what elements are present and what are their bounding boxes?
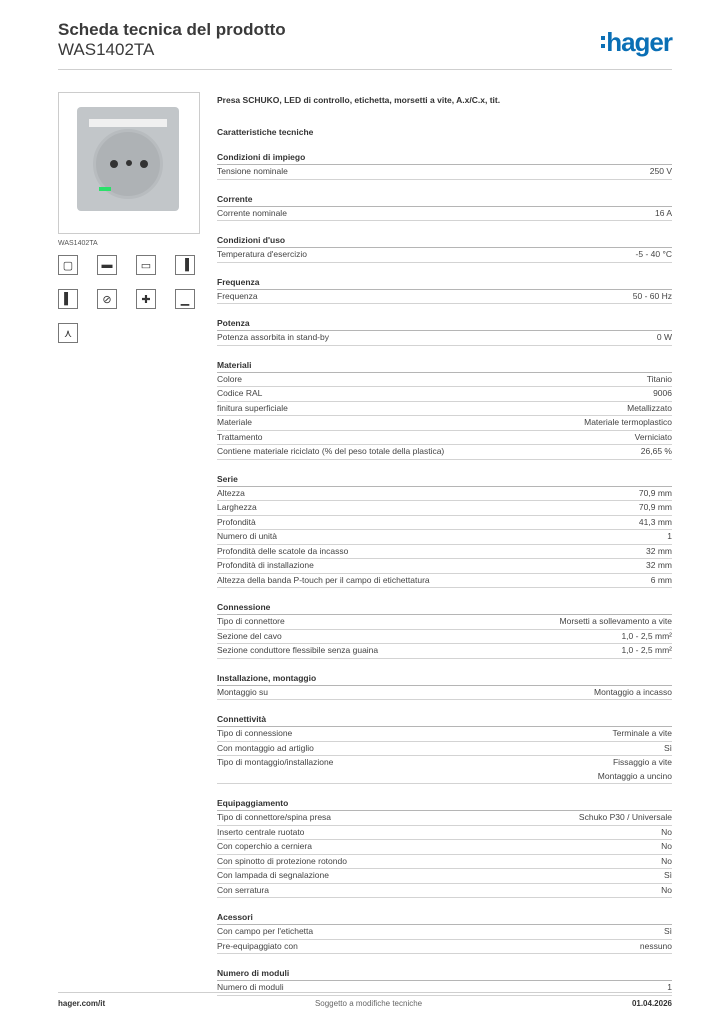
spec-value: nessuno [639, 940, 672, 951]
spec-row [217, 925, 672, 940]
spec-row [217, 756, 672, 784]
spec-value: Sì [663, 926, 672, 936]
spec-section [217, 911, 672, 954]
section-heading: Frequenza [217, 276, 672, 290]
spec-value: 32 mm [646, 560, 672, 570]
spec-value: 250 V [649, 166, 672, 176]
footer-date: 01.04.2026 [631, 999, 672, 1008]
spec-label: Sezione del cavo [217, 630, 282, 641]
footer-note: Soggetto a modifiche tecniche [314, 999, 423, 1008]
spec-value: Terminale a vite [612, 728, 672, 738]
spec-label: Potenza assorbita in stand-by [217, 332, 329, 342]
protection-icon: ✚ [136, 289, 156, 309]
section-heading: Connessione [217, 601, 672, 615]
section-heading: Serie [217, 473, 672, 487]
spec-section [217, 193, 672, 222]
spec-value: Titanio [646, 373, 672, 384]
socket-view-icon: ▢ [58, 255, 78, 275]
claw-mount-icon: ⋏ [58, 323, 78, 343]
spec-value: Verniciato [634, 431, 672, 442]
spec-label: Tipo di connessione [217, 728, 293, 738]
feature-icons [58, 255, 208, 343]
spec-label: Profondità di installazione [217, 560, 314, 570]
spec-row [217, 644, 672, 659]
section-heading: Numero di moduli [217, 967, 672, 981]
spec-label: Profondità delle scatole da incasso [217, 545, 349, 556]
spec-row [217, 884, 672, 899]
spec-row [217, 248, 672, 263]
socket-pin-left [110, 160, 118, 168]
photo-label: WAS1402TA [58, 240, 98, 247]
spec-row [217, 402, 672, 417]
spec-label: Tensione nominale [217, 166, 288, 176]
spec-value: No [661, 855, 672, 866]
spec-label: Profondità [217, 516, 256, 527]
spec-value: Sì [663, 742, 672, 753]
spec-label: Temperatura d'esercizio [217, 249, 307, 259]
spec-row [217, 416, 672, 431]
spec-value: 32 mm [646, 545, 672, 556]
spec-label: Numero di unità [217, 531, 278, 541]
spec-section [217, 151, 672, 180]
socket-center-screw [126, 160, 132, 166]
spec-label: Altezza [217, 487, 245, 498]
no-screw-icon: ⊘ [97, 289, 117, 309]
spec-label: Con campo per l'etichetta [217, 926, 314, 936]
spec-row [217, 545, 672, 560]
spec-label: Tipo di connettore/spina presa [217, 812, 332, 822]
spec-value: Montaggio a incasso [594, 686, 672, 697]
spec-value: 1 [667, 982, 672, 992]
spec-row [217, 530, 672, 545]
spec-section [217, 672, 672, 701]
logo-mark-icon [601, 36, 605, 48]
spec-label: finitura superficiale [217, 402, 288, 413]
spec-row [217, 165, 672, 180]
page-footer [58, 992, 672, 1010]
spec-value: 9006 [653, 388, 672, 398]
terminal-icon: ▐ [175, 255, 195, 275]
spec-row [217, 487, 672, 502]
spec-label: Sezione conduttore flessibile senza guaina [217, 645, 379, 655]
flush-mount-icon: ▌ [58, 289, 78, 309]
spec-value: 1,0 - 2,5 mm² [621, 645, 672, 655]
spec-row [217, 869, 672, 884]
page-header [58, 20, 672, 70]
spec-value: 0 W [656, 332, 672, 342]
section-heading: Potenza [217, 317, 672, 331]
spec-row [217, 840, 672, 855]
label-strip [89, 119, 167, 127]
spec-label: Con coperchio a cerniera [217, 841, 312, 851]
spec-label: Colore [217, 373, 243, 384]
spec-label: Pre-equipaggiato con [217, 940, 298, 951]
spec-row [217, 940, 672, 955]
spec-label: Con lampada di segnalazione [217, 870, 329, 880]
spec-row [217, 826, 672, 841]
spec-label: Larghezza [217, 502, 257, 512]
spec-section [217, 797, 672, 898]
spec-value: 50 - 60 Hz [632, 290, 672, 301]
spec-value: Sì [663, 870, 672, 880]
spec-value: Materiale termoplastico [584, 417, 672, 427]
spec-row [217, 742, 672, 757]
section-heading: Acessori [217, 911, 672, 925]
spec-label: Con montaggio ad artiglio [217, 742, 314, 753]
section-heading: Condizioni d'uso [217, 234, 672, 248]
logo-wordmark: hager [606, 27, 672, 57]
spec-row [217, 811, 672, 826]
spec-section [217, 359, 672, 460]
product-description: Presa SCHUKO, LED di controllo, etichetta, morsetti a vite, A.x/C.x, tit. [217, 95, 501, 105]
spec-label: Con spinotto di protezione rotondo [217, 855, 347, 866]
spec-label: Tipo di montaggio/installazione [217, 757, 334, 767]
product-media [58, 92, 208, 343]
specs-title: Caratteristiche tecniche [217, 127, 314, 137]
spec-value: 6 mm [650, 574, 672, 585]
spec-row [217, 290, 672, 305]
led-icon: ▬ [97, 255, 117, 275]
product-photo [58, 92, 200, 234]
spec-row [217, 727, 672, 742]
spec-sheet [217, 92, 672, 996]
control-led [99, 187, 111, 191]
spec-label: Trattamento [217, 431, 263, 442]
spec-value: 16 A [654, 207, 672, 218]
spec-value: 1 [667, 531, 672, 541]
product-code: WAS1402TA [58, 40, 155, 59]
spec-row [217, 516, 672, 531]
spec-label: Corrente nominale [217, 207, 287, 218]
spec-row [217, 445, 672, 460]
spec-row [217, 373, 672, 388]
section-heading: Connettività [217, 713, 672, 727]
spec-value: Morsetti a sollevamento a vite [559, 616, 672, 626]
spec-value: No [661, 826, 672, 837]
spec-value: 26,65 % [640, 446, 672, 456]
spec-label: Montaggio su [217, 686, 269, 697]
spec-row [217, 630, 672, 645]
spec-label: Inserto centrale ruotato [217, 826, 305, 837]
section-heading: Condizioni di impiego [217, 151, 672, 165]
section-heading: Equipaggiamento [217, 797, 672, 811]
spec-value: 70,9 mm [638, 487, 672, 498]
socket-pin-right [140, 160, 148, 168]
spec-label: Tipo di connettore [217, 616, 285, 626]
footer-website[interactable]: hager.com/it [58, 999, 106, 1008]
label-icon: ▭ [136, 255, 156, 275]
hager-logo [601, 28, 672, 56]
spec-label: Contiene materiale riciclato (% del peso totale della plastica) [217, 446, 445, 456]
spec-value: No [661, 884, 672, 895]
spec-value: 70,9 mm [638, 502, 672, 512]
spec-row [217, 615, 672, 630]
spec-row [217, 431, 672, 446]
spec-section [217, 601, 672, 659]
spec-row [217, 574, 672, 589]
spec-value: 41,3 mm [638, 516, 672, 527]
spec-sections [217, 151, 672, 996]
spec-label: Altezza della banda P-touch per il campo di etichettatura [217, 574, 430, 585]
spec-value: Schuko P30 / Universale [578, 812, 672, 822]
spec-row [217, 686, 672, 701]
spec-row [217, 387, 672, 402]
spec-label: Materiale [217, 417, 252, 427]
spec-value: 1,0 - 2,5 mm² [621, 630, 672, 641]
spec-label: Con serratura [217, 884, 269, 895]
spec-row [217, 207, 672, 222]
spec-value: Metallizzato [627, 402, 672, 413]
spec-label: Numero di moduli [217, 982, 284, 992]
spec-section [217, 317, 672, 346]
section-heading: Corrente [217, 193, 672, 207]
section-heading: Materiali [217, 359, 672, 373]
spec-row [217, 559, 672, 574]
spec-row [217, 331, 672, 346]
frame-icon: ▁ [175, 289, 195, 309]
spec-value: Fissaggio a vite Montaggio a uncino [597, 757, 672, 781]
spec-label: Codice RAL [217, 388, 263, 398]
section-heading: Installazione, montaggio [217, 672, 672, 686]
spec-value: -5 - 40 °C [635, 249, 672, 259]
spec-row [217, 501, 672, 516]
socket-plate [77, 107, 179, 211]
spec-label: Frequenza [217, 290, 258, 301]
spec-section [217, 276, 672, 305]
spec-row [217, 855, 672, 870]
spec-value: No [661, 841, 672, 851]
spec-section [217, 713, 672, 784]
page-title: Scheda tecnica del prodotto [58, 20, 286, 39]
spec-section [217, 234, 672, 263]
spec-section [217, 473, 672, 589]
